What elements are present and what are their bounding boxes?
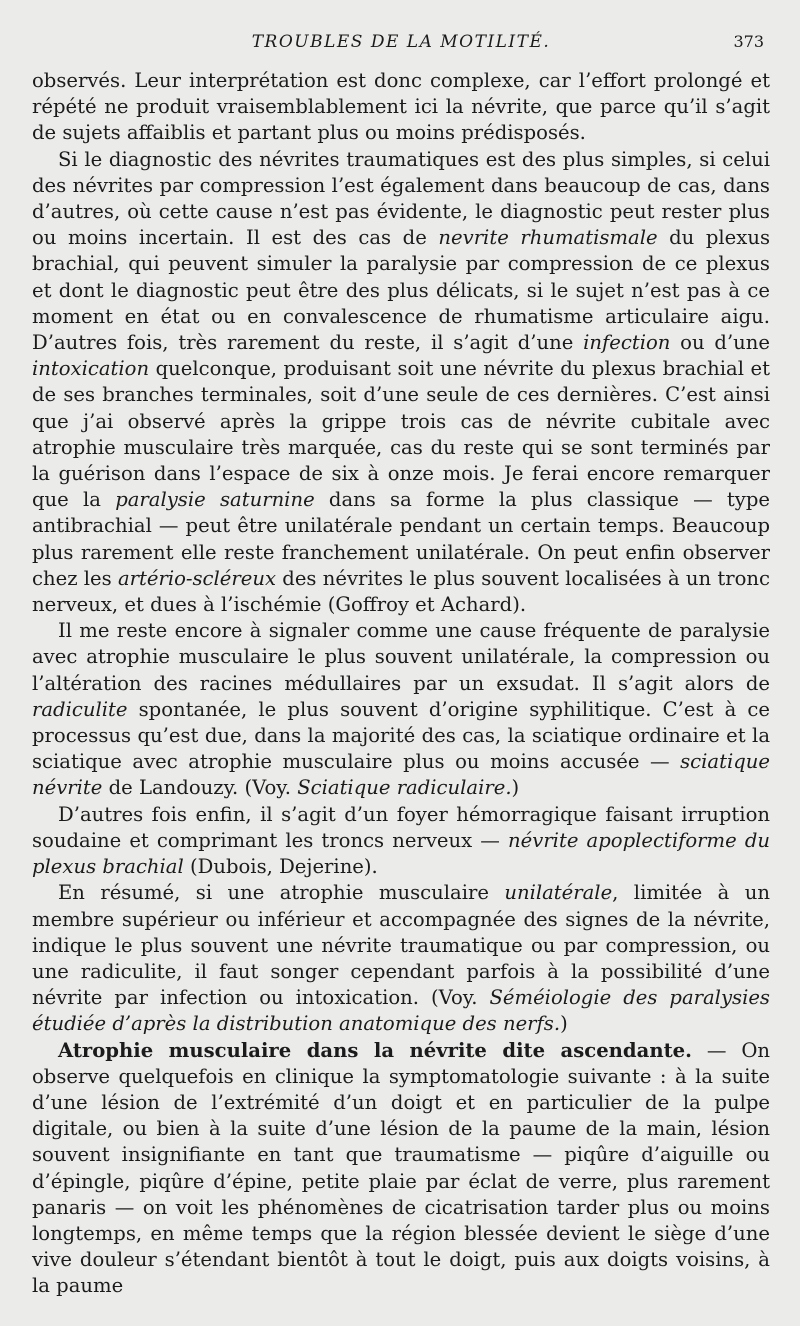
- italic-text: nevrite rhumatismale: [438, 226, 658, 250]
- paragraph: [32, 68, 770, 147]
- body-text: [32, 68, 770, 1300]
- text-run: dans sa forme la plus classique — type antibrachial — peut être unilatérale pendant un certain temps. Beaucoup plus rarement elle reste franchement unilatérale. On peut enfin observer chez les: [32, 488, 771, 590]
- text-run: En résumé, si une atrophie musculaire: [58, 881, 505, 905]
- italic-text: intoxication: [32, 357, 150, 381]
- text-run: quelconque, produisant soit une névrite du plexus brachial et de ses branches terminales, soit d’une seule de ces dernières. C’est ainsi que j’ai observé après la grippe trois cas de névrite cubitale avec atrophie musculaire très marquée, cas du reste qui se sont terminés par la guérison dans l’espace de six à onze mois. Je ferai encore remarquer que la: [32, 357, 770, 512]
- paragraph: [32, 880, 770, 1037]
- text-run: des névrites le plus souvent localisées à un tronc nerveux, et dues à l’ischémie (Goffroy et Achard).: [32, 566, 770, 617]
- paragraph: [32, 802, 770, 881]
- text-run: (Dubois, Dejerine).: [183, 855, 378, 879]
- italic-text: infection: [583, 331, 671, 355]
- text-run: ): [560, 1012, 568, 1036]
- page-number: 373: [733, 32, 764, 51]
- bold-heading: Atrophie musculaire dans la névrite dite ascendante.: [58, 1038, 692, 1062]
- text-run: du plexus brachial, qui peuvent simuler la paralysie par compression de ce plexus et dont le diagnostic peut être des plus délicats, si le sujet n’est pas à ce moment en état ou en convalescence de rhumatisme articulaire aigu. D’autres fois, très rarement du reste, il s’agit d’une: [32, 226, 771, 355]
- italic-text: sciatique névrite: [32, 750, 770, 800]
- italic-text: paralysie saturnine: [115, 488, 315, 512]
- text-run: , limitée à un membre supérieur ou inférieur et accompagnée des signes de la névrite, indique le plus souvent une névrite traumatique ou par compression, ou une radiculite, il faut songer cependant parfois à la possibilité d’une névrite par infection ou intoxication. (Voy.: [32, 881, 770, 1010]
- italic-text: Sciatique radiculaire.: [297, 776, 512, 800]
- italic-text: névrite apoplectiforme du plexus brachial: [32, 828, 770, 879]
- text-run: Il me reste encore à signaler comme une cause fréquente de paralysie avec atrophie musculaire le plus souvent unilatérale, la compression ou l’altération des racines médullaires par un exsudat. Il s’agit alors de: [32, 619, 770, 695]
- paragraph: [32, 147, 770, 619]
- italic-text: unilatérale: [504, 881, 613, 905]
- page-header: [32, 28, 770, 58]
- italic-text: radiculite: [32, 697, 128, 721]
- paragraph: [32, 1038, 770, 1300]
- text-run: observés. Leur interprétation est donc complexe, car l’effort prolongé et répété ne produit vraisemblablement ici la névrite, que parce qu’il s’agit de sujets affaiblis et partant plus ou moins prédisposés.: [32, 69, 770, 145]
- italic-text: Séméiologie des paralysies étudiée d’après la distribution anatomique des nerfs.: [32, 986, 770, 1036]
- text-run: spontanée, le plus souvent d’origine syphilitique. C’est à ce processus qu’est due, dans la majorité des cas, la sciatique ordinaire et la sciatique avec atrophie musculaire plus ou moins accusée —: [32, 697, 770, 774]
- text-run: ): [511, 776, 520, 800]
- running-title: TROUBLES DE LA MOTILITÉ.: [251, 32, 551, 52]
- text-run: — On observe quelquefois en clinique la symptomatologie suivante : à la suite d’une lésion de l’extrémité d’un doigt et en particulier de la pulpe digitale, ou bien à la suite d’une lésion de la paume de la main, lésion souvent insignifiante en tant que traumatisme — piqûre d’aiguille ou d’épingle, piqûre d’épine, petite plaie par éclat de verre, plus rarement panaris — on voit les phénomènes de cicatrisation tarder plus ou moins longtemps, en même temps que la région blessée devient le siège d’une vive douleur s’étendant bientôt à tout le doigt, puis aux doigts voisins, à la paume: [32, 1038, 771, 1298]
- text-run: ou d’une: [670, 331, 771, 355]
- text-run: D’autres fois enfin, il s’agit d’un foyer hémorragique faisant irruption soudaine et comprimant les troncs nerveux —: [32, 802, 770, 852]
- text-run: de Landouzy. (Voy.: [102, 776, 298, 800]
- text-run: Si le diagnostic des névrites traumatiques est des plus simples, si celui des névrites par compression l’est également dans beaucoup de cas, dans d’autres, où cette cause n’est pas évidente, le diagnostic peut rester plus ou moins incertain. Il est des cas de: [32, 147, 770, 250]
- italic-text: artério-scléreux: [117, 566, 277, 590]
- paragraph: [32, 618, 770, 801]
